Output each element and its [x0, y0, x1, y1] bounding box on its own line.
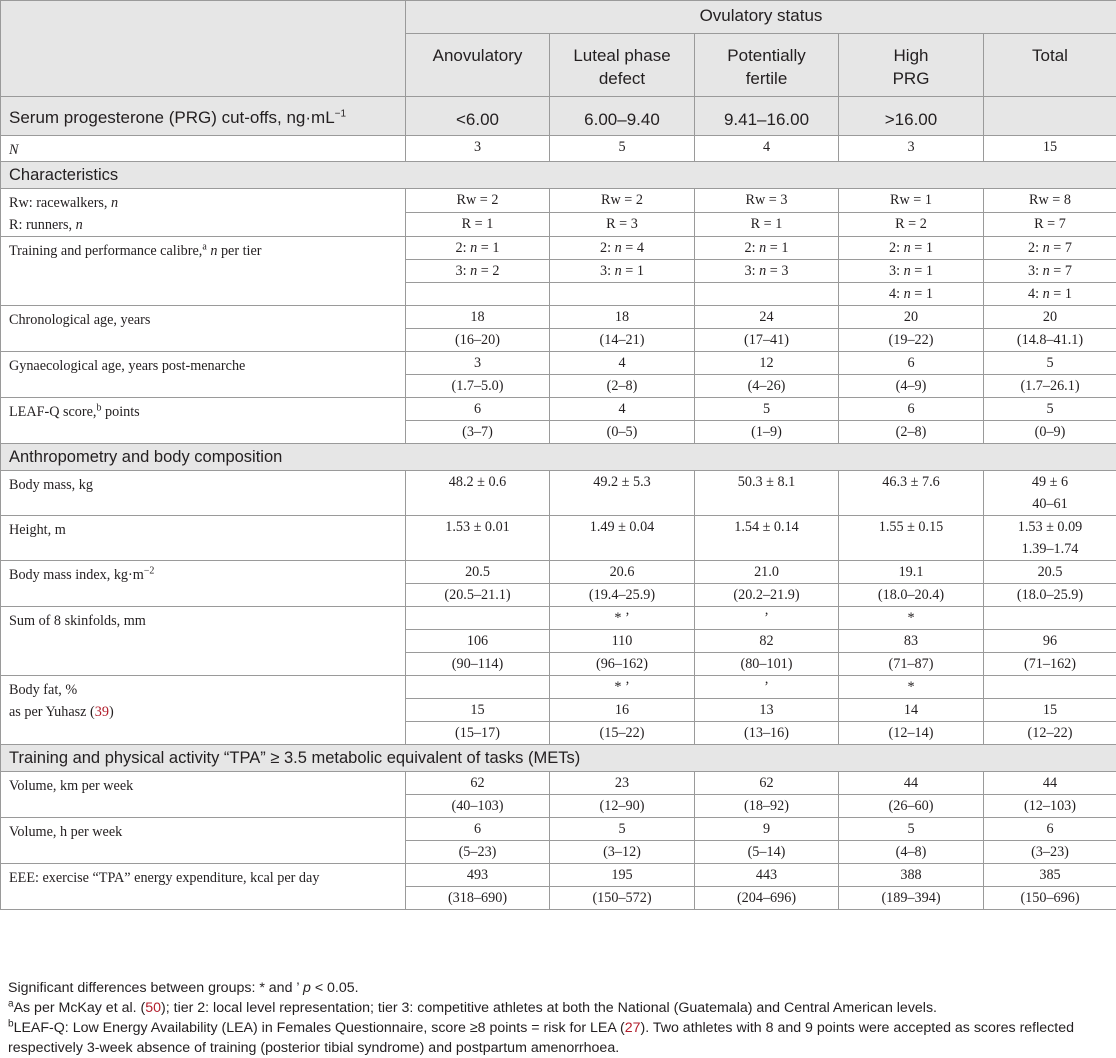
row-label: Rw: racewalkers, n R: runners, n — [1, 189, 406, 237]
range-cell: (4–26) — [695, 375, 839, 398]
range-cell: (12–22) — [984, 722, 1116, 745]
range-cell: (71–87) — [839, 653, 984, 676]
median-cell: 493 — [406, 864, 550, 887]
median-cell: 83 — [839, 630, 984, 653]
row-label: Volume, h per week — [1, 818, 406, 864]
median-cell: 4 — [550, 398, 695, 421]
range-cell: (150–696) — [984, 887, 1116, 910]
athletes-rw-row — [1, 189, 1116, 213]
range-cell: (14–21) — [550, 329, 695, 352]
range-cell: (3–7) — [406, 421, 550, 444]
mean-sd-cell: 48.2 ± 0.6 — [406, 471, 550, 516]
chron-age-median — [1, 306, 1116, 329]
row-label: Chronological age, years — [1, 306, 406, 352]
row-label: Sum of 8 skinfolds, mm — [1, 607, 406, 676]
runners-cell: R = 1 — [695, 213, 839, 237]
median-cell: 5 — [984, 398, 1116, 421]
median-cell: 20.5 — [406, 561, 550, 584]
row-label: N — [1, 136, 406, 162]
significance-mark-cell: * ’ — [550, 676, 695, 699]
median-cell: 62 — [406, 772, 550, 795]
range-cell: (15–22) — [550, 722, 695, 745]
range-cell: (1–9) — [695, 421, 839, 444]
bmi-median — [1, 561, 1116, 584]
range-cell: (16–20) — [406, 329, 550, 352]
height-row — [1, 516, 1116, 561]
calibre-cell: 2: n = 7 — [984, 237, 1116, 260]
prg-cutoff-cell: <6.00 — [406, 97, 550, 136]
column-header-line: Potentially — [727, 46, 806, 65]
column-header-line: fertile — [745, 69, 788, 88]
calibre-cell: 4: n = 1 — [839, 283, 984, 306]
body-mass-row — [1, 471, 1116, 516]
range-cell: (12–90) — [550, 795, 695, 818]
range-cell: (13–16) — [695, 722, 839, 745]
mean-sd-total-cell: 49 ± 6 40–61 — [984, 471, 1116, 516]
median-cell: 20.5 — [984, 561, 1116, 584]
mean-sd-cell: 1.49 ± 0.04 — [550, 516, 695, 561]
column-header — [839, 34, 984, 97]
median-cell: 15 — [984, 699, 1116, 722]
range-cell: (14.8–41.1) — [984, 329, 1116, 352]
median-cell: 106 — [406, 630, 550, 653]
table-footnotes — [8, 978, 1116, 1058]
median-cell: 20 — [839, 306, 984, 329]
median-cell: 388 — [839, 864, 984, 887]
range-cell: (318–690) — [406, 887, 550, 910]
column-header-line: Total — [1032, 46, 1068, 65]
column-header — [406, 34, 550, 97]
significance-mark-cell: ’ — [695, 676, 839, 699]
calibre-cell: 3: n = 2 — [406, 260, 550, 283]
vol-km-median — [1, 772, 1116, 795]
median-cell: 9 — [695, 818, 839, 841]
median-cell: 443 — [695, 864, 839, 887]
median-cell: 44 — [839, 772, 984, 795]
section-training — [1, 745, 1116, 772]
median-cell: 82 — [695, 630, 839, 653]
range-cell: (150–572) — [550, 887, 695, 910]
header-blank-cell — [1, 1, 406, 97]
runners-cell: R = 7 — [984, 213, 1116, 237]
mean-sd-cell: 46.3 ± 7.6 — [839, 471, 984, 516]
range-cell: (71–162) — [984, 653, 1116, 676]
median-cell: 19.1 — [839, 561, 984, 584]
range-cell: (3–12) — [550, 841, 695, 864]
vol-h-median — [1, 818, 1116, 841]
median-cell: 20.6 — [550, 561, 695, 584]
range-cell: (20.2–21.9) — [695, 584, 839, 607]
calibre-cell: 2: n = 4 — [550, 237, 695, 260]
median-cell: 13 — [695, 699, 839, 722]
n-row — [1, 136, 1116, 162]
median-cell: 18 — [406, 306, 550, 329]
median-cell: 20 — [984, 306, 1116, 329]
calibre-cell — [406, 283, 550, 306]
column-header-line: High — [893, 46, 929, 65]
median-cell: 4 — [550, 352, 695, 375]
range-cell: (2–8) — [839, 421, 984, 444]
calibre-cell: 3: n = 7 — [984, 260, 1116, 283]
median-cell: 12 — [695, 352, 839, 375]
calibre-cell — [550, 283, 695, 306]
median-cell: 5 — [695, 398, 839, 421]
column-header-line: Anovulatory — [432, 46, 523, 65]
median-cell: 23 — [550, 772, 695, 795]
median-cell: 6 — [839, 398, 984, 421]
prg-cutoff-cell: >16.00 — [839, 97, 984, 136]
citation-27[interactable]: 27 — [624, 1020, 641, 1036]
median-cell: 24 — [695, 306, 839, 329]
runners-cell: R = 3 — [550, 213, 695, 237]
mean-sd-cell: 49.2 ± 5.3 — [550, 471, 695, 516]
mean-sd-cell: 1.54 ± 0.14 — [695, 516, 839, 561]
range-cell: (90–114) — [406, 653, 550, 676]
range-cell: (4–8) — [839, 841, 984, 864]
section-heading: Training and physical activity “TPA” ≥ 3.5 metabolic equivalent of tasks (METs) — [1, 745, 1116, 772]
runners-cell: R = 1 — [406, 213, 550, 237]
skinfolds-marks — [1, 607, 1116, 630]
row-label: LEAF-Q score,$^b$ points — [1, 398, 406, 444]
median-cell: 44 — [984, 772, 1116, 795]
row-label: Body mass, kg — [1, 471, 406, 516]
gyn-age-median — [1, 352, 1116, 375]
section-heading: Characteristics — [1, 162, 1116, 189]
range-cell: (19–22) — [839, 329, 984, 352]
range-cell: (204–696) — [695, 887, 839, 910]
prg-cutoff-cell — [984, 97, 1116, 136]
range-cell: (0–9) — [984, 421, 1116, 444]
mean-sd-cell: 1.55 ± 0.15 — [839, 516, 984, 561]
median-cell: 110 — [550, 630, 695, 653]
median-cell: 18 — [550, 306, 695, 329]
median-cell: 195 — [550, 864, 695, 887]
median-cell: 14 — [839, 699, 984, 722]
median-cell: 6 — [984, 818, 1116, 841]
significance-mark-cell — [406, 607, 550, 630]
prg-cutoff-cell: 6.00–9.40 — [550, 97, 695, 136]
citation-50[interactable]: 50 — [145, 1000, 162, 1016]
calibre-cell: 2: n = 1 — [839, 237, 984, 260]
racewalkers-cell: Rw = 2 — [406, 189, 550, 213]
significance-mark-cell — [984, 607, 1116, 630]
eee-median — [1, 864, 1116, 887]
column-header — [550, 34, 695, 97]
significance-mark-cell: * — [839, 607, 984, 630]
section-anthropometry — [1, 444, 1116, 471]
range-cell: (18.0–20.4) — [839, 584, 984, 607]
row-label: EEE: exercise “TPA” energy expenditure, kcal per day — [1, 864, 406, 910]
median-cell: 5 — [839, 818, 984, 841]
range-cell: (15–17) — [406, 722, 550, 745]
range-cell: (26–60) — [839, 795, 984, 818]
range-cell: (19.4–25.9) — [550, 584, 695, 607]
n-cell: 15 — [984, 136, 1116, 162]
column-header-line: Luteal phase — [573, 46, 671, 65]
header-row-group — [1, 1, 1116, 34]
range-cell: (96–162) — [550, 653, 695, 676]
significance-mark-cell — [984, 676, 1116, 699]
range-cell: (20.5–21.1) — [406, 584, 550, 607]
median-cell: 5 — [984, 352, 1116, 375]
n-cell: 3 — [839, 136, 984, 162]
calibre-tier2-row — [1, 237, 1116, 260]
significance-mark-cell: * — [839, 676, 984, 699]
range-cell: (1.7–5.0) — [406, 375, 550, 398]
mean-sd-total-cell: 1.53 ± 0.09 1.39–1.74 — [984, 516, 1116, 561]
mean-sd-cell: 50.3 ± 8.1 — [695, 471, 839, 516]
footnote-a: $^a$As per McKay et al. (50); tier 2: local level representation; tier 3: competitive athletes at both the National (Guatemala) and Central American levels. — [8, 998, 937, 1016]
runners-cell: R = 2 — [839, 213, 984, 237]
row-label: Volume, km per week — [1, 772, 406, 818]
footnote-b: $^b$LEAF-Q: Low Energy Availability (LEA) in Females Questionnaire, score ≥8 points = risk for LEA (27). Two athletes with 8 and 9 points were accepted as scores reflected respectively 3-week absence of training (posterior tibial syndrome) and postpartum amenorrhoea. — [8, 1018, 1074, 1056]
median-cell: 3 — [406, 352, 550, 375]
range-cell: (5–14) — [695, 841, 839, 864]
row-label: Body mass index, $kg\cdot m^{-2}$ — [1, 561, 406, 607]
significance-mark-cell — [406, 676, 550, 699]
racewalkers-cell: Rw = 2 — [550, 189, 695, 213]
racewalkers-cell: Rw = 8 — [984, 189, 1116, 213]
calibre-cell: 2: n = 1 — [695, 237, 839, 260]
median-cell: 6 — [406, 398, 550, 421]
median-cell: 16 — [550, 699, 695, 722]
column-header-line: defect — [598, 69, 646, 88]
range-cell: (12–14) — [839, 722, 984, 745]
range-cell: (18.0–25.9) — [984, 584, 1116, 607]
range-cell: (17–41) — [695, 329, 839, 352]
row-label: Gynaecological age, years post-menarche — [1, 352, 406, 398]
range-cell: (18–92) — [695, 795, 839, 818]
ovulatory-status-heading: Ovulatory status — [406, 1, 1116, 34]
column-header — [695, 34, 839, 97]
mean-sd-cell: 1.53 ± 0.01 — [406, 516, 550, 561]
range-cell: (0–5) — [550, 421, 695, 444]
range-cell: (12–103) — [984, 795, 1116, 818]
section-characteristics — [1, 162, 1116, 189]
range-cell: (4–9) — [839, 375, 984, 398]
calibre-cell: 3: n = 1 — [550, 260, 695, 283]
n-cell: 5 — [550, 136, 695, 162]
median-cell: 96 — [984, 630, 1116, 653]
range-cell: (5–23) — [406, 841, 550, 864]
significance-mark-cell: ’ — [695, 607, 839, 630]
leafq-median — [1, 398, 1116, 421]
row-label: Body fat, % as per Yuhasz (39) — [1, 676, 406, 745]
calibre-cell — [695, 283, 839, 306]
prg-cutoff-cell: 9.41–16.00 — [695, 97, 839, 136]
range-cell: (40–103) — [406, 795, 550, 818]
row-label: Height, m — [1, 516, 406, 561]
row-label: Training and performance calibre,$^a$ n per tier — [1, 237, 406, 306]
median-cell: 15 — [406, 699, 550, 722]
median-cell: 62 — [695, 772, 839, 795]
racewalkers-cell: Rw = 1 — [839, 189, 984, 213]
prg-label: Serum progesterone (PRG) cut-offs, $ng\cdot mL^{-1}$ — [1, 97, 406, 136]
calibre-cell: 2: n = 1 — [406, 237, 550, 260]
citation-39[interactable]: 39 — [94, 704, 109, 720]
section-heading: Anthropometry and body composition — [1, 444, 1116, 471]
range-cell: (3–23) — [984, 841, 1116, 864]
calibre-cell: 3: n = 3 — [695, 260, 839, 283]
range-cell: (189–394) — [839, 887, 984, 910]
median-cell: 21.0 — [695, 561, 839, 584]
median-cell: 6 — [839, 352, 984, 375]
range-cell: (80–101) — [695, 653, 839, 676]
significance-mark-cell: * ’ — [550, 607, 695, 630]
footnote-significance: Significant differences between groups: * and ’ p < 0.05. — [8, 980, 359, 996]
header-row-prg — [1, 97, 1116, 136]
range-cell: (2–8) — [550, 375, 695, 398]
racewalkers-cell: Rw = 3 — [695, 189, 839, 213]
median-cell: 5 — [550, 818, 695, 841]
n-cell: 3 — [406, 136, 550, 162]
calibre-cell: 4: n = 1 — [984, 283, 1116, 306]
column-header-line: PRG — [892, 69, 930, 88]
body-fat-marks — [1, 676, 1116, 699]
median-cell: 6 — [406, 818, 550, 841]
median-cell: 385 — [984, 864, 1116, 887]
n-cell: 4 — [695, 136, 839, 162]
calibre-cell: 3: n = 1 — [839, 260, 984, 283]
column-header — [984, 34, 1116, 97]
range-cell: (1.7–26.1) — [984, 375, 1116, 398]
